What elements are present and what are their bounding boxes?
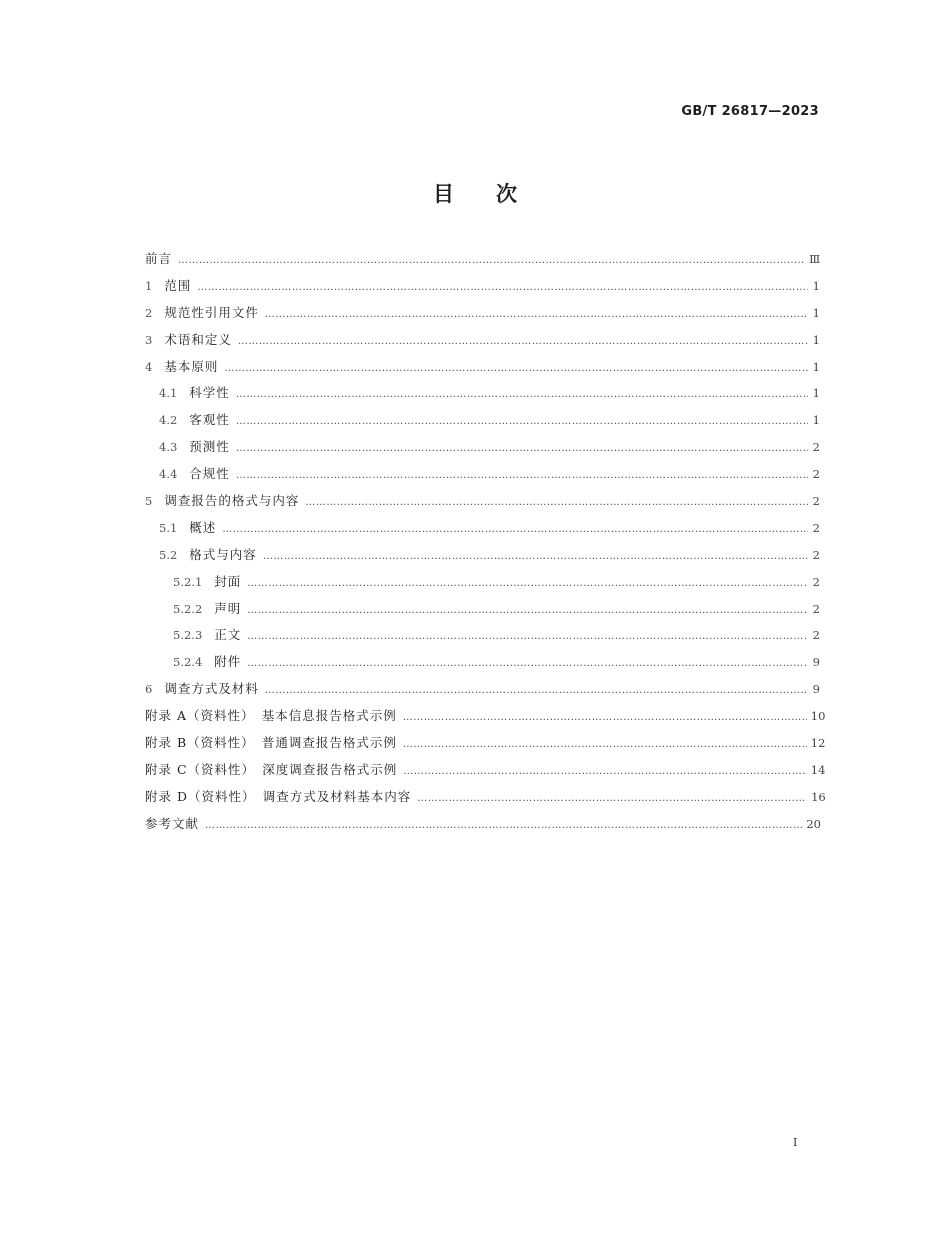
toc-entry-page: 2	[812, 601, 820, 616]
toc-entry-page: 9	[812, 655, 820, 670]
toc-entry-page: 2	[812, 467, 820, 482]
toc-entry-number: 4.3	[159, 440, 178, 455]
toc-entry[interactable]	[145, 625, 820, 652]
toc-entry-label: 合规性	[189, 466, 230, 482]
toc-entry-page: 1	[812, 386, 820, 401]
toc-entry-number: 5.2	[159, 547, 178, 562]
toc-dot-leader	[247, 631, 808, 642]
toc-entry-page: 20	[806, 816, 821, 831]
toc-dot-leader	[247, 658, 808, 669]
toc-entry-label: 规范性引用文件	[164, 304, 259, 320]
toc-entry[interactable]	[145, 760, 826, 787]
toc-entry-page: Ⅲ	[809, 252, 821, 266]
toc-entry[interactable]	[145, 303, 820, 330]
toc-entry[interactable]	[145, 599, 820, 626]
toc-entry-label: 预测性	[189, 439, 230, 455]
toc-entry-page: 2	[812, 494, 820, 509]
toc-title: 目 次	[433, 181, 517, 206]
toc-entry-number: 4.4	[159, 467, 178, 482]
toc-entry-number: 5.1	[159, 520, 178, 535]
toc-entry-number: 6	[145, 682, 153, 697]
toc-entry-label: 范围	[164, 277, 192, 293]
toc-dot-leader	[265, 309, 808, 320]
toc-entry-number: 4.2	[159, 413, 178, 428]
toc-entry-number: 1	[145, 278, 153, 293]
toc-entry-page: 2	[812, 547, 820, 562]
toc-entry-number: 5.2.4	[173, 655, 203, 670]
toc-entry-label: 封面	[214, 573, 242, 589]
toc-entry-label: 前言	[145, 251, 173, 266]
toc-dot-leader	[222, 524, 808, 535]
toc-entry[interactable]	[145, 437, 820, 464]
table-of-contents	[145, 249, 826, 841]
toc-entry[interactable]	[145, 787, 826, 814]
toc-dot-leader	[236, 443, 808, 454]
toc-entry[interactable]	[145, 357, 820, 384]
toc-entry[interactable]	[145, 383, 820, 410]
toc-entry-label: 正文	[214, 627, 242, 643]
toc-entry-number: 5.2.3	[173, 628, 203, 643]
toc-entry[interactable]	[145, 464, 820, 491]
toc-entry-page: 10	[810, 709, 826, 724]
toc-entry-page: 2	[812, 440, 820, 455]
toc-dot-leader	[403, 766, 806, 777]
toc-entry[interactable]	[145, 410, 820, 437]
toc-dot-leader	[247, 578, 808, 589]
toc-entry-page: 9	[812, 682, 820, 697]
toc-entry-label: 格式与内容	[189, 546, 257, 562]
standard-code: GB/T 26817—2023	[681, 104, 819, 119]
toc-dot-leader	[224, 363, 808, 374]
toc-entry-page: 2	[812, 628, 820, 643]
toc-dot-leader	[205, 820, 802, 831]
toc-dot-leader	[236, 389, 808, 400]
toc-entry-page: 12	[810, 736, 826, 751]
toc-dot-leader	[305, 497, 808, 508]
toc-entry[interactable]	[145, 706, 826, 733]
toc-entry-label: 科学性	[189, 385, 230, 401]
toc-dot-leader	[403, 712, 807, 723]
toc-entry-number: 4	[145, 359, 153, 374]
toc-entry[interactable]	[145, 491, 820, 518]
toc-dot-leader	[265, 685, 808, 696]
toc-entry[interactable]	[145, 330, 820, 357]
toc-entry[interactable]	[145, 276, 820, 303]
toc-entry-page: 2	[812, 520, 820, 535]
toc-entry[interactable]	[145, 249, 820, 276]
toc-entry-label: 调查报告的格式与内容	[164, 493, 300, 509]
toc-entry-page: 1	[812, 278, 820, 293]
toc-dot-leader	[197, 282, 808, 293]
toc-dot-leader	[403, 739, 807, 750]
toc-entry-page: 1	[812, 359, 820, 374]
toc-dot-leader	[263, 551, 808, 562]
toc-entry-label: 客观性	[189, 412, 230, 428]
toc-entry-number: 5.2.2	[173, 601, 203, 616]
toc-entry-page: 16	[811, 789, 826, 804]
toc-entry-page: 14	[810, 762, 826, 777]
toc-entry-number: 5	[145, 494, 153, 509]
toc-entry-label: 调查方式及材料	[164, 681, 259, 697]
toc-entry-number: 3	[145, 332, 153, 347]
toc-entry[interactable]	[145, 652, 820, 679]
toc-entry[interactable]	[145, 733, 826, 760]
toc-entry-page: 2	[812, 574, 820, 589]
toc-entry[interactable]	[145, 572, 820, 599]
toc-dot-leader	[236, 416, 808, 427]
toc-entry-number: 2	[145, 305, 153, 320]
toc-entry-label: 附录 B（资料性） 普通调查报告格式示例	[145, 735, 397, 751]
toc-entry-label: 基本原则	[164, 358, 219, 374]
toc-entry[interactable]	[145, 679, 820, 706]
toc-entry-page: 1	[812, 332, 820, 347]
toc-entry-page: 1	[812, 305, 820, 320]
toc-dot-leader	[417, 793, 807, 804]
toc-entry-number: 5.2.1	[173, 574, 203, 589]
toc-entry-label: 附录 A（资料性） 基本信息报告格式示例	[145, 708, 397, 724]
toc-dot-leader	[247, 605, 808, 616]
toc-entry-number: 4.1	[159, 386, 178, 401]
toc-entry-label: 声明	[214, 600, 242, 616]
page-number: I	[793, 1136, 798, 1149]
toc-entry[interactable]	[145, 545, 820, 572]
toc-dot-leader	[236, 470, 808, 481]
toc-entry-label: 概述	[189, 519, 217, 535]
toc-dot-leader	[238, 336, 808, 347]
toc-entry-label: 参考文献	[145, 815, 200, 831]
toc-entry[interactable]	[145, 814, 820, 841]
toc-entry-label: 附录 C（资料性） 深度调查报告格式示例	[145, 761, 398, 777]
toc-entry-label: 附件	[214, 654, 242, 670]
toc-entry-page: 1	[812, 413, 820, 428]
toc-entry[interactable]	[145, 518, 820, 545]
toc-dot-leader	[178, 255, 805, 266]
toc-entry-label: 附录 D（资料性） 调查方式及材料基本内容	[145, 788, 412, 804]
toc-entry-label: 术语和定义	[164, 331, 232, 347]
